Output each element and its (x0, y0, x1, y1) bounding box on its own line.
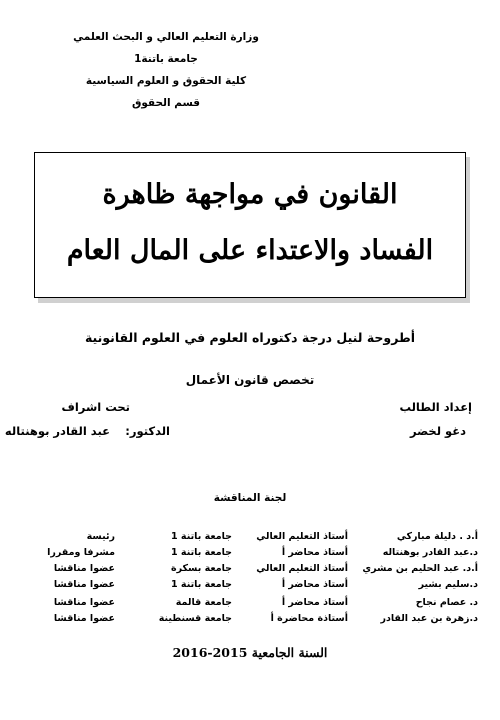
thesis-title-line-1: القانون في مواجهة ظاهرة (102, 179, 398, 210)
member-role: رئيسة (86, 531, 115, 542)
member-university: جامعة باتنة 1 (171, 531, 232, 542)
university-name: جامعة باتنة1 (134, 53, 198, 65)
member-name: د.زهرة بن عبد القادر (380, 613, 478, 624)
member-role: عضوا مناقشا (53, 613, 115, 624)
member-role: عضوا مناقشا (53, 579, 115, 590)
member-name: د.عبد القادر بوهنتاله (382, 547, 478, 558)
member-university: جامعة قالمة (175, 597, 232, 608)
supervisor-label: تحت اشراف (61, 400, 130, 414)
committee-row (0, 563, 500, 579)
member-name: د. عصام نجاح (415, 597, 478, 608)
academic-year: السنة الجامعية 2015-2016 (172, 645, 328, 660)
member-rank: أستاذ محاضر أ (281, 579, 348, 590)
thesis-title-line-2: الفساد والاعتداء على المال العام (66, 235, 434, 266)
member-rank: أستاذ محاضر أ (281, 597, 348, 608)
department-name: قسم الحقوق (131, 97, 201, 109)
committee-row (0, 547, 500, 563)
thesis-title-box (34, 152, 466, 298)
member-role: عضوا مناقشا (53, 563, 115, 574)
committee-row (0, 531, 500, 547)
member-university: جامعة باتنة 1 (171, 579, 232, 590)
thesis-degree-statement: أطروحة لنيل درجة دكتوراه العلوم في العلوم القانونية (84, 330, 416, 345)
thesis-specialty: تخصص قانون الأعمال (185, 373, 315, 387)
member-rank: أستاذ التعليم العالي (256, 563, 348, 574)
committee-title: لجنة المناقشة (213, 492, 287, 504)
committee-row (0, 613, 500, 629)
member-name: د.سليم بشير (418, 579, 478, 590)
member-role: عضوا مناقشا (53, 597, 115, 608)
member-rank: أستاذة محاضرة أ (270, 613, 348, 624)
member-name: أ.د . دليلة مباركي (396, 531, 478, 542)
member-role: مشرفا ومقررا (47, 547, 115, 558)
student-label: إعداد الطالب (399, 400, 472, 414)
member-university: جامعة باتنة 1 (171, 547, 232, 558)
member-name: أ.د. عبد الحليم بن مشري (362, 563, 478, 574)
committee-row (0, 597, 500, 613)
member-university: جامعة بسكرة (170, 563, 232, 574)
ministry-name: وزارة التعليم العالي و البحث العلمي (73, 31, 259, 43)
member-rank: أستاذ محاضر أ (281, 547, 348, 558)
member-rank: أستاذ التعليم العالي (256, 531, 348, 542)
institution-header (16, 26, 316, 114)
supervisor-title: الدكتور: (125, 424, 170, 438)
faculty-name: كلية الحقوق و العلوم السياسية (85, 75, 247, 87)
committee-row (0, 579, 500, 595)
student-name: دغو لخضر (409, 424, 466, 438)
member-university: جامعة قسنطينة (158, 613, 232, 624)
supervisor-name: عبد القادر بوهنتاله (4, 424, 110, 438)
